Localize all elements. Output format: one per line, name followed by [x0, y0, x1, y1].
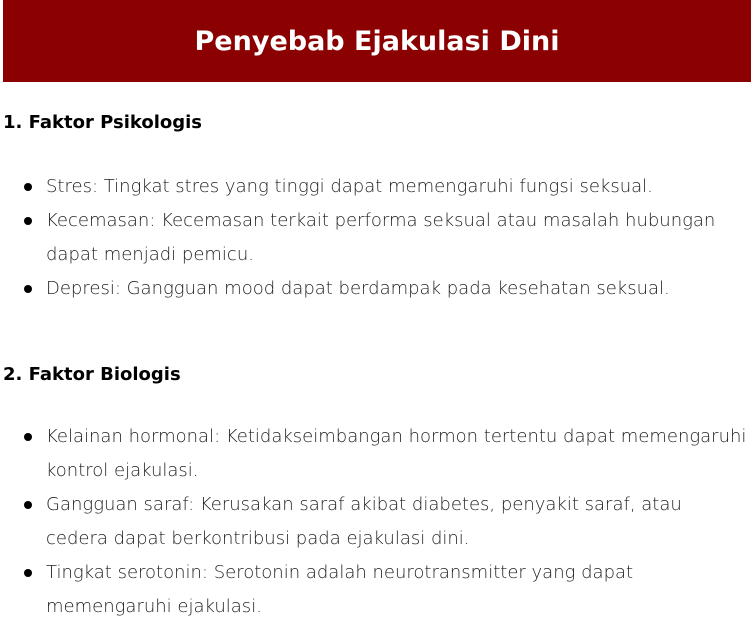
title-banner: [3, 0, 751, 82]
list-item: [0, 556, 755, 624]
section-heading: 2. Faktor Biologis: [3, 364, 181, 385]
bullet-dot-icon: [24, 501, 32, 509]
section-biological-factors: [0, 362, 755, 624]
bullet-dot-icon: [24, 433, 32, 441]
list-item-text: Kecemasan: Kecemasan terkait performa seksual atau masalah hubungan dapat menjadi pemicu.: [46, 210, 716, 265]
bullet-list: [0, 170, 755, 306]
list-item: [0, 204, 755, 272]
list-item-text: Depresi: Gangguan mood dapat berdampak pada kesehatan seksual.: [46, 278, 670, 299]
bullet-dot-icon: [24, 183, 32, 191]
section-psychological-factors: [0, 110, 755, 306]
list-item: [0, 272, 755, 306]
list-item-text: Gangguan saraf: Kerusakan saraf akibat diabetes, penyakit saraf, atau cedera dapat berkontribusi pada ejakulasi dini.: [46, 494, 682, 549]
list-item-text: Kelainan hormonal: Ketidakseimbangan hormon tertentu dapat memengaruhi kontrol ejakulasi.: [46, 426, 747, 481]
list-item: [0, 488, 755, 556]
list-item: [0, 170, 755, 204]
list-item: [0, 420, 755, 488]
section-heading: 1. Faktor Psikologis: [3, 112, 203, 133]
list-item-text: Tingkat serotonin: Serotonin adalah neurotransmitter yang dapat memengaruhi ejakulasi.: [46, 562, 634, 617]
bullet-dot-icon: [24, 217, 32, 225]
bullet-list: [0, 420, 755, 624]
list-item-text: Stres: Tingkat stres yang tinggi dapat memengaruhi fungsi seksual.: [46, 176, 653, 197]
bullet-dot-icon: [24, 285, 32, 293]
bullet-dot-icon: [24, 569, 32, 577]
page-title: Penyebab Ejakulasi Dini: [194, 25, 560, 57]
